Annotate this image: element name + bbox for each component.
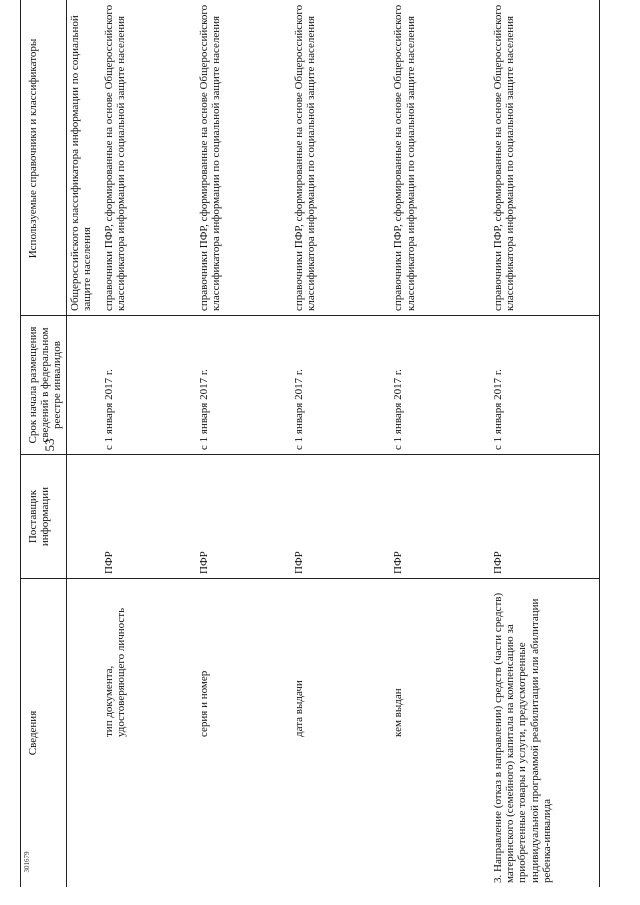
continuation-row (66, 0, 101, 887)
page-number: 53 (42, 438, 57, 452)
row-start: с 1 января 2017 г. (490, 316, 599, 455)
row-start: с 1 января 2017 г. (291, 316, 391, 455)
row-refs: справочники ПФР, сформированные на основе Общероссийского классификатора информации по социальной защите населения (390, 0, 490, 316)
continuation-cell-empty (66, 455, 101, 579)
row-provider: ПФР (101, 455, 196, 579)
row-name: кем выдан (392, 688, 405, 737)
table-row (196, 0, 291, 887)
row-refs: справочники ПФР, сформированные на основе Общероссийского классификатора информации по социальной защите населения (101, 0, 196, 316)
table-header-row (21, 0, 67, 887)
row-name: тип документа, удостоверяющего личность (103, 607, 128, 737)
registry-table (20, 0, 600, 887)
row-refs: справочники ПФР, сформированные на основе Общероссийского классификатора информации по социальной защите населения (490, 0, 599, 316)
continuation-cell-empty (66, 579, 101, 888)
row-provider: ПФР (390, 455, 490, 579)
row-provider: ПФР (196, 455, 291, 579)
continuation-classifier: Общероссийского классификатора информации по социальной защите населения (66, 0, 101, 316)
table-row (101, 0, 196, 887)
row-name: дата выдачи (292, 680, 305, 737)
header-provider: Поставщик информации (21, 455, 67, 579)
row-refs: справочники ПФР, сформированные на основе Общероссийского классификатора информации по социальной защите населения (196, 0, 291, 316)
row-start: с 1 января 2017 г. (101, 316, 196, 455)
row-start: с 1 января 2017 г. (196, 316, 291, 455)
header-start-date: Срок начала размещения сведений в федеральном реестре инвалидов (21, 316, 67, 455)
table-row (490, 0, 599, 887)
continuation-cell-empty (66, 316, 101, 455)
row-provider: ПФР (490, 455, 599, 579)
row-start: с 1 января 2017 г. (390, 316, 490, 455)
row-name: серия и номер (198, 670, 211, 737)
row-name: 3. Направление (отказ в направлении) средств (части средств) материнского (семейного) капитала на компенсацию за приобретенные товары и услуги, предусмотренные индивидуальной программой реабилитации или абилитации ребенка-инвалида (492, 592, 553, 883)
header-classifiers: Используемые справочники и классификаторы (21, 0, 67, 316)
row-refs: справочники ПФР, сформированные на основе Общероссийского классификатора информации по социальной защите населения (291, 0, 391, 316)
rotated-table-container (20, 4, 600, 887)
header-svedeniya: Сведения (21, 579, 67, 888)
row-provider: ПФР (291, 455, 391, 579)
document-id: 301679 (23, 851, 31, 873)
table-row (291, 0, 391, 887)
table-row (390, 0, 490, 887)
